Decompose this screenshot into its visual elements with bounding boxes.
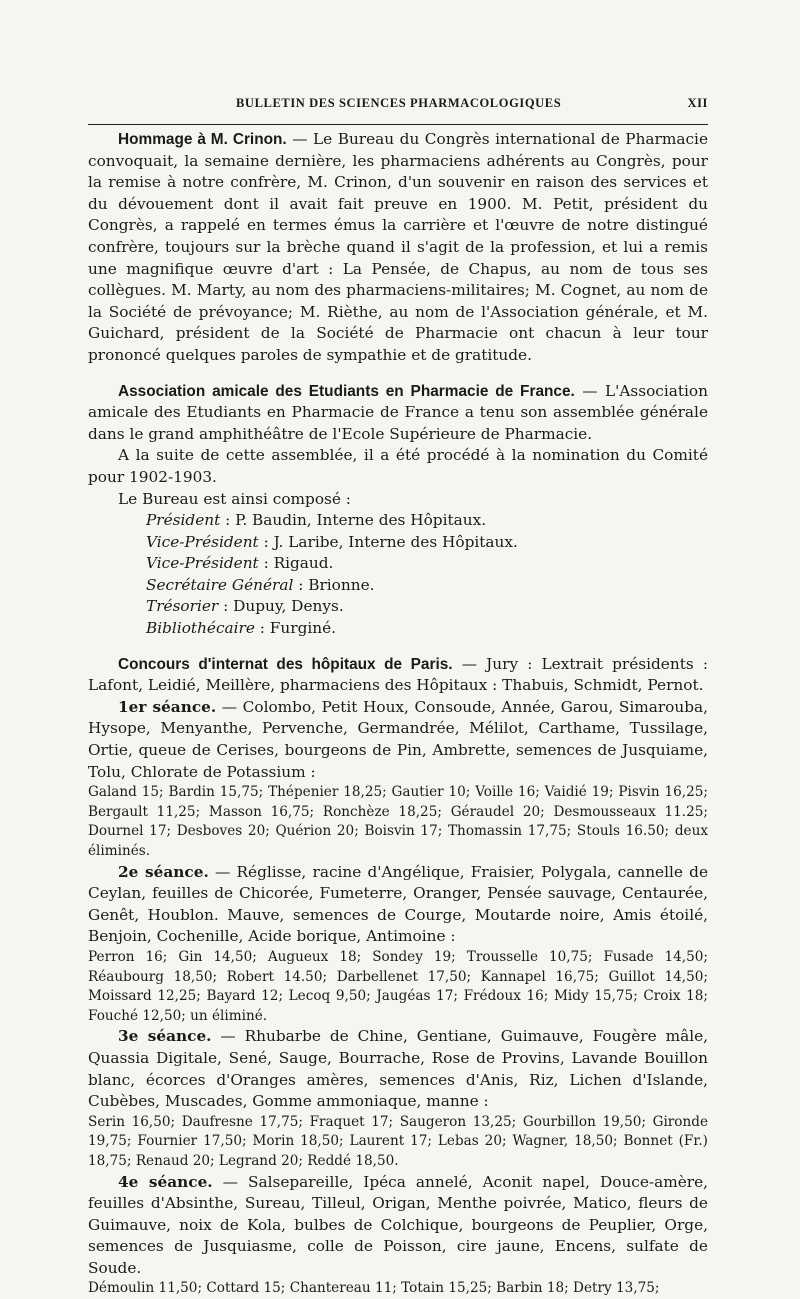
bureau-item: Secrétaire Général : Brionne. [146, 575, 375, 594]
bureau-item: Bibliothécaire : Furginé. [146, 619, 337, 638]
seance-paragraph: 3e séance. — Rhubarbe de Chine, Gentiane, Guimauve, Fougère mâle, Quassia Digitale, Sené, Sauge, Bourrache, Rose de Provins, Lavande Bouillon blanc, écorces d'Oranges amères, semences d'Anis, Riz, Lichen d'Islande, Cubèbes, Muscades, Gomme ammoniaque, manne : [88, 1027, 709, 1111]
seance-paragraph: 1er séance. — Colombo, Petit Houx, Consoude, Année, Garou, Simarouba, Hysope, Menyanthe, Pervenche, Germandrée, Mélilot, Carthame, Tussilage, Ortie, queue de Cerises, bourgeons de Pin, Ambrette, semences de Jusquiame, Tolu, Chlorate de Potassium : [88, 697, 708, 781]
bureau-item: Vice-Président : Rigaud. [146, 554, 334, 573]
page-body [88, 129, 708, 1299]
concours-paragraph [88, 654, 708, 697]
hommage-paragraph [88, 129, 708, 367]
hommage-text: — Le Bureau du Congrès international de Pharmacie convoquait, la semaine dernière, les pharmaciens adhérents au Congrès, pour la remise à notre confrère, M. Crinon, d'un souvenir en raison des services et du dévouement dont il avait fait preuve en 1900. M. Petit, président du Congrès, a rappelé en termes émus la carrière et l'œuvre de notre distingué confrère, toujours sur la brèche quand il s'agit de la profession, et lui a remis une magnifique œuvre d'art : La Pensée, de Chapus, au nom de tous ses collègues. M. Marty, au nom des pharmaciens-militaires; M. Cognet, au nom de la Société de prévoyance; M. Rièthe, au nom de l'Association générale, et M. Guichard, président de la Société de Pharmacie ont chacun à leur tour prononcé quelques paroles de sympathie et de gratitude. [88, 130, 708, 364]
association-heading: Association amicale des Etudiants en Pharmacie de France. [118, 382, 575, 400]
bureau-list [88, 510, 708, 640]
concours-jury: — Jury : Lextrait présidents : Lafont, Leidié, Meillère, pharmaciens des Hôpitaux : Thabuis, Schmidt, Pernot. [88, 654, 708, 695]
seance-results: Perron 16; Gin 14,50; Augueux 18; Sondey 19; Trousselle 10,75; Fusade 14,50; Réaubourg 18,50; Robert 14.50; Darbellenet 17,50; Kannapel 16,75; Guillot 14,50; Moissard 12,25; Bayard 12; Lecoq 9,50; Jaugéas 17; Frédoux 16; Midy 15,75; Croix 18; Fouché 12,50; un éliminé. [88, 948, 708, 1024]
seance-paragraph: 4e séance. — Salsepareille, Ipéca annelé, Aconit napel, Douce-amère, feuilles d'Absinthe, Sureau, Tilleul, Origan, Menthe poivrée, Matico, fleurs de Guimauve, noix de Kola, bulbes de Colchique, bourgeons de Peuplier, Orge, semences de Jusquiasme, colle de Poisson, cire jaune, Encens, sulfate de Soude. [88, 1172, 708, 1277]
concours-heading: Concours d'internat des hôpitaux de Paris. [118, 655, 453, 673]
running-title: BULLETIN DES SCIENCES PHARMACOLOGIQUES [236, 96, 562, 110]
bureau-item: Président : P. Baudin, Interne des Hôpitaux. [146, 511, 487, 530]
page-header [88, 92, 708, 118]
bureau-item: Vice-Président : J. Laribe, Interne des Hôpitaux. [146, 532, 518, 551]
seance-results: Galand 15; Bardin 15,75; Thépenier 18,25; Gautier 10; Voille 16; Vaidié 19; Pisvin 16,25; Bergault 11,25; Masson 16,75; Ronchèze 18,25; Géraudel 20; Desmousseaux 11.25; Dournel 17; Desboves 20; Quérion 20; Boisvin 17; Thomassin 17,75; Stouls 16.50; deux éliminés. [88, 784, 708, 859]
header-rule [88, 124, 708, 125]
association-text: — L'Association amicale des Etudiants en Pharmacie de France a tenu son assemblée générale dans le grand amphithéâtre de l'Ecole Supérieure de Pharmacie. [88, 381, 708, 443]
bureau-item: Trésorier : Dupuy, Denys. [146, 597, 344, 616]
association-paragraph [88, 381, 708, 446]
seance-paragraph: 2e séance. — Réglisse, racine d'Angélique, Fraisier, Polygala, cannelle de Ceylan, feuilles de Chicorée, Fumeterre, Oranger, Pensée sauvage, Centaurée, Genêt, Houblon. Mauve, semences de Courge, Moutarde noire, Amis étoilé, Benjoin, Cochenille, Acide borique, Antimoine : [88, 862, 708, 946]
hommage-heading: Hommage à M. Crinon. [118, 131, 287, 148]
seance-results: Démoulin 11,50; Cottard 15; Chantereau 11; Totain 15,25; Barbin 18; Detry 13,75; [88, 1280, 660, 1297]
association-p3: Le Bureau est ainsi composé : [118, 489, 351, 508]
page-number: XII [687, 96, 708, 110]
association-p2: A la suite de cette assemblée, il a été procédé à la nomination du Comité pour 1902-1903. [88, 446, 708, 486]
seance-results: Serin 16,50; Daufresne 17,75; Fraquet 17; Saugeron 13,25; Gourbillon 19,50; Gironde 19,75; Fournier 17,50; Morin 18,50; Laurent 17; Lebas 20; Wagner, 18,50; Bonnet (Fr.) 18,75; Renaud 20; Legrand 20; Reddé 18,50. [88, 1113, 708, 1169]
